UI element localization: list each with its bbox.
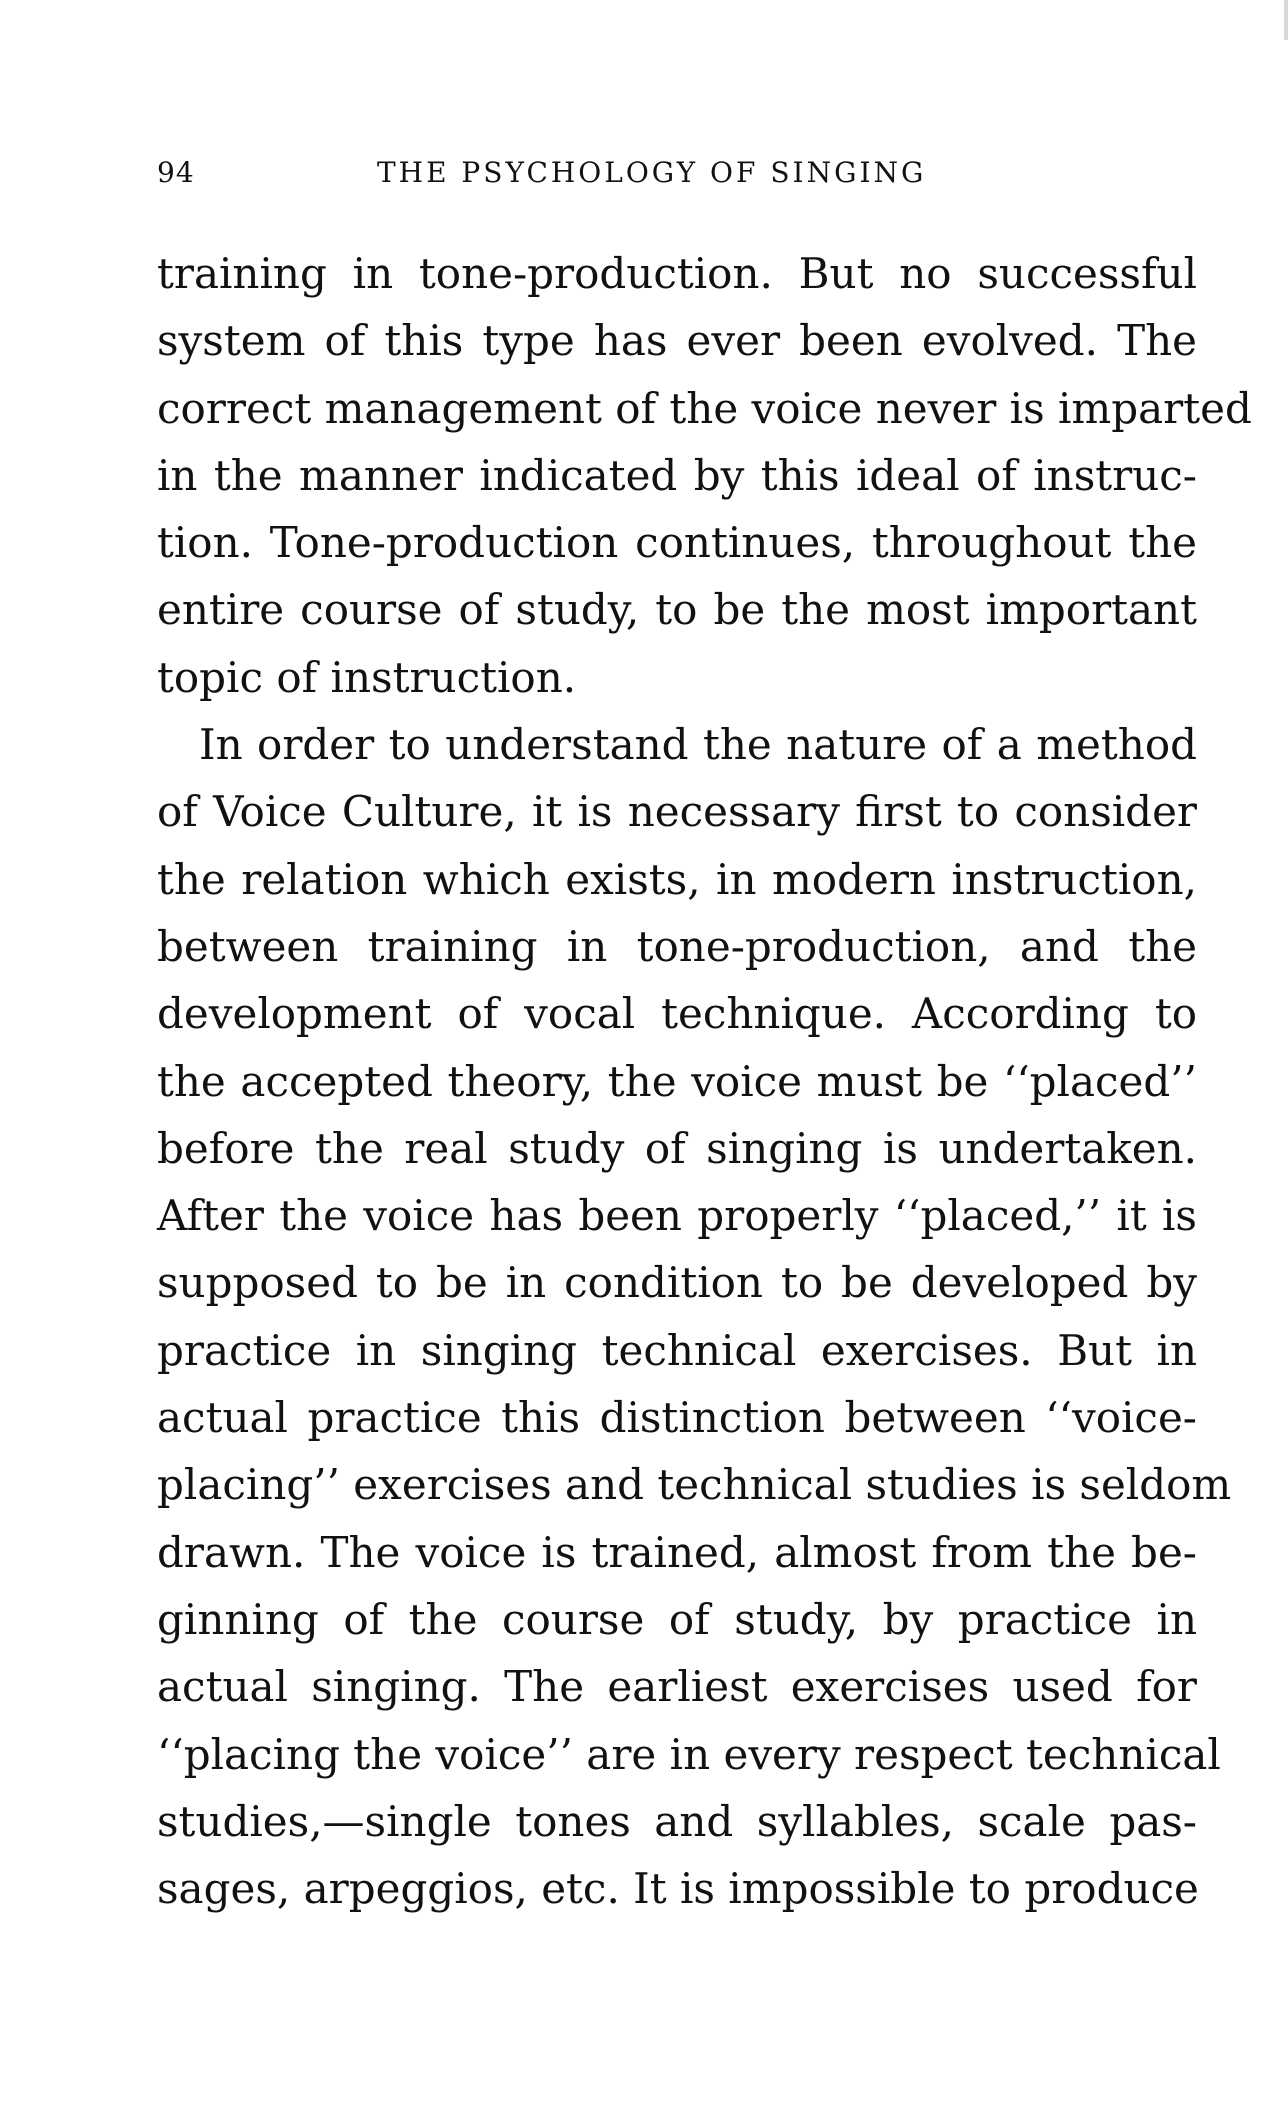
text-line: before the real study of singing is undertaken.	[157, 1123, 1197, 1173]
paragraph-1	[157, 240, 1252, 711]
text-line: in the manner indicated by this ideal of instruc-	[157, 450, 1197, 500]
page-header	[157, 156, 1197, 196]
text-line: drawn. The voice is trained, almost from the be-	[157, 1527, 1197, 1577]
text-line: of Voice Culture, it is necessary first to consider	[157, 787, 1197, 837]
text-line: development of vocal technique. According to	[157, 989, 1197, 1039]
text-line: supposed to be in condition to be developed by	[157, 1258, 1197, 1308]
page-edge-mark	[1284, 0, 1288, 40]
text-line: After the voice has been properly ‘‘placed,’’ it is	[157, 1191, 1197, 1241]
text-line: practice in singing technical exercises. But in	[157, 1325, 1197, 1375]
running-title: THE PSYCHOLOGY OF SINGING	[377, 156, 927, 189]
text-line: correct management of the voice never is imparted	[157, 383, 1252, 433]
text-line: the accepted theory, the voice must be ‘‘placed’’	[157, 1056, 1197, 1106]
text-line: placing’’ exercises and technical studies is seldom	[157, 1460, 1232, 1510]
text-line: actual singing. The earliest exercises used for	[157, 1662, 1197, 1712]
text-line: tion. Tone-production continues, throughout the	[157, 518, 1197, 568]
text-line: entire course of study, to be the most important	[157, 585, 1197, 635]
text-line: the relation which exists, in modern instruction,	[157, 854, 1197, 904]
text-line: training in tone-production. But no successful	[157, 249, 1197, 298]
text-line: studies,—single tones and syllables, scale pas-	[157, 1796, 1197, 1846]
page-number: 94	[157, 156, 195, 189]
text-line: topic of instruction.	[157, 652, 577, 702]
text-line: ginning of the course of study, by practice in	[157, 1594, 1197, 1644]
text-line: In order to understand the nature of a method	[199, 720, 1197, 770]
body-text	[157, 240, 1252, 1922]
paragraph-2	[157, 711, 1232, 1922]
text-line: between training in tone-production, and the	[157, 921, 1197, 971]
text-line: actual practice this distinction between ‘‘voice-	[157, 1393, 1197, 1443]
text-line: ‘‘placing the voice’’ are in every respect technical	[157, 1729, 1221, 1779]
text-line: system of this type has ever been evolved. The	[157, 316, 1197, 366]
text-line: sages, arpeggios, etc. It is impossible to produce	[157, 1864, 1199, 1914]
